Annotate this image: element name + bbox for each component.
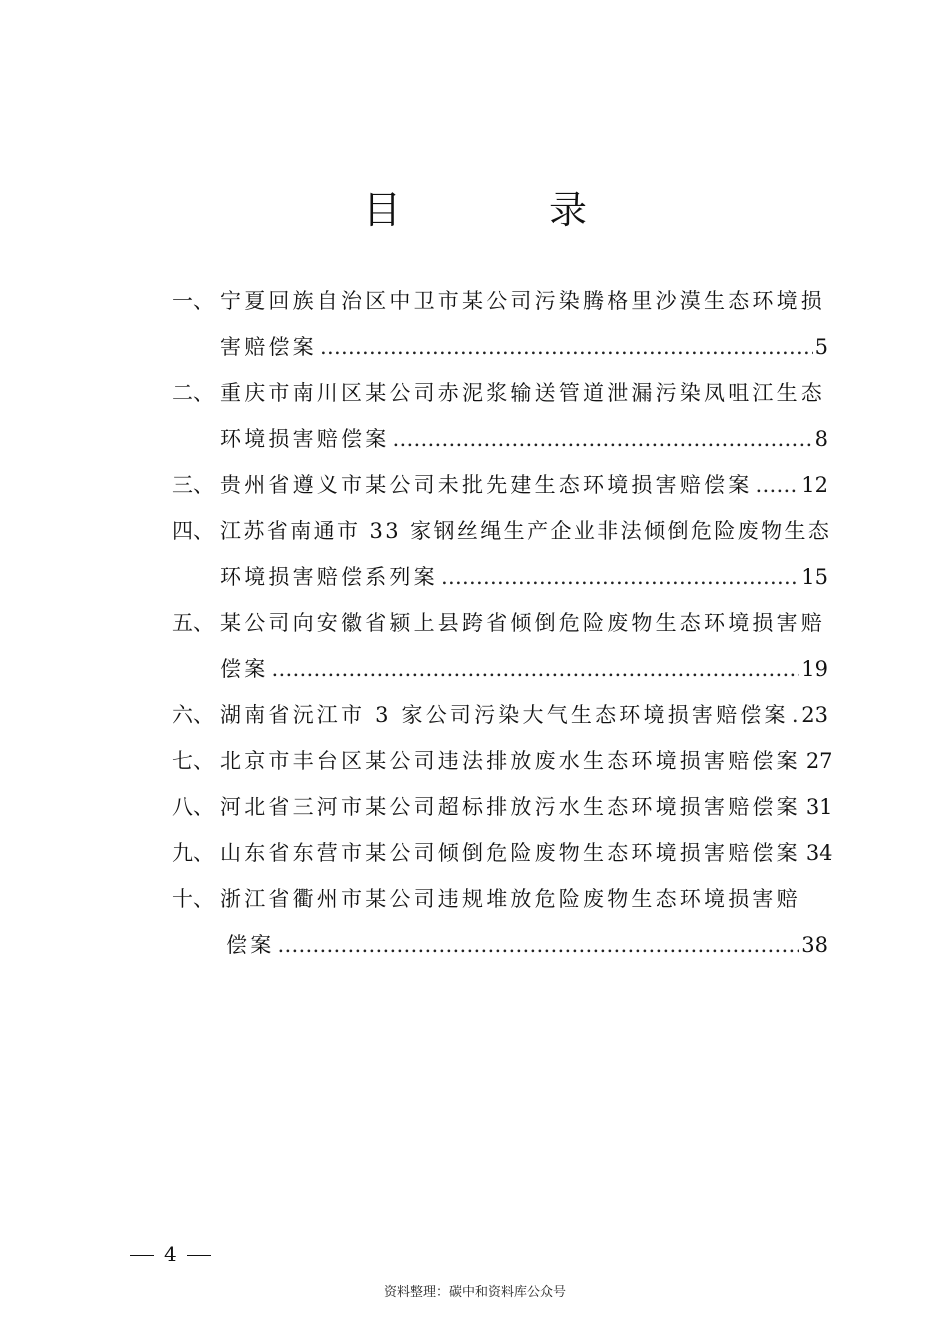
toc-entry-line xyxy=(172,876,828,922)
toc-entry-title: 河北省三河市某公司超标排放污水生态环境损害赔偿案 xyxy=(220,795,801,819)
toc-entry-line xyxy=(172,830,833,876)
dot-leader xyxy=(320,324,813,370)
toc-entry[interactable] xyxy=(172,508,832,600)
toc-entry-page: 31 xyxy=(805,795,833,819)
toc-entry-line xyxy=(172,784,833,830)
toc-entry-title-continued: 偿案 xyxy=(226,933,275,957)
toc-entry-page: 15 xyxy=(801,565,828,589)
toc-entry-page: 5 xyxy=(814,335,828,359)
dot-leader xyxy=(792,692,800,738)
toc-entry-title: 贵州省遵义市某公司未批先建生态环境损害赔偿案 xyxy=(220,473,753,497)
toc-entry-line xyxy=(172,324,828,370)
toc-entry-number: 二、 xyxy=(172,381,214,405)
page-title: 目 录 xyxy=(362,188,656,232)
toc-entry-page: 23 xyxy=(801,703,828,727)
toc-entry-title-continued: 害赔偿案 xyxy=(220,335,317,359)
toc-entry-number: 六、 xyxy=(172,703,214,727)
dot-leader xyxy=(277,922,799,968)
toc-entry-title: 重庆市南川区某公司赤泥浆输送管道泄漏污染凤咀江生态 xyxy=(220,381,825,405)
toc-entry-line xyxy=(172,646,828,692)
toc-entry-page: 27 xyxy=(805,749,833,773)
toc-entry[interactable] xyxy=(172,830,833,876)
toc-entry[interactable] xyxy=(172,278,828,370)
toc-entry[interactable] xyxy=(172,370,828,462)
toc-entry-line xyxy=(172,600,828,646)
toc-entry-page: 38 xyxy=(801,933,828,957)
toc-entry-title: 宁夏回族自治区中卫市某公司污染腾格里沙漠生态环境损 xyxy=(220,289,825,313)
toc-entry-number: 四、 xyxy=(172,519,214,543)
toc-entry-title: 山东省东营市某公司倾倒危险废物生态环境损害赔偿案 xyxy=(220,841,801,865)
toc-entry-line xyxy=(172,370,828,416)
toc-entry-line xyxy=(172,554,828,600)
toc-entry-title: 某公司向安徽省颍上县跨省倾倒危险废物生态环境损害赔 xyxy=(220,611,825,635)
dot-leader xyxy=(271,646,799,692)
dot-leader xyxy=(755,462,799,508)
footer-dash-right xyxy=(187,1255,211,1256)
toc-entry[interactable] xyxy=(172,600,828,692)
page-number: 4 xyxy=(164,1242,177,1266)
toc-entry-title-continued: 环境损害赔偿系列案 xyxy=(220,565,438,589)
toc-entry-number: 八、 xyxy=(172,795,214,819)
toc-entry-number: 三、 xyxy=(172,473,214,497)
toc-entry-line xyxy=(172,692,828,738)
toc-entry[interactable] xyxy=(172,738,833,784)
page-number-footer xyxy=(120,1242,221,1266)
table-of-contents xyxy=(172,278,833,968)
toc-entry-number: 五、 xyxy=(172,611,214,635)
toc-entry-number: 十、 xyxy=(172,887,214,911)
toc-entry-line xyxy=(172,738,833,784)
toc-entry-title-continued: 偿案 xyxy=(220,657,269,681)
footer-dash-left xyxy=(130,1255,154,1256)
toc-entry-page: 34 xyxy=(805,841,833,865)
dot-leader xyxy=(441,554,799,600)
toc-entry-title: 湖南省沅江市 3 家公司污染大气生态环境损害赔偿案 xyxy=(220,703,789,727)
toc-entry-line xyxy=(172,462,828,508)
toc-entry-title: 北京市丰台区某公司违法排放废水生态环境损害赔偿案 xyxy=(220,749,801,773)
toc-entry-line xyxy=(172,416,828,462)
toc-entry-page: 19 xyxy=(801,657,828,681)
toc-entry-title: 浙江省衢州市某公司违规堆放危险废物生态环境损害赔 xyxy=(220,887,801,911)
toc-entry[interactable] xyxy=(172,462,828,508)
toc-entry-line xyxy=(172,278,828,324)
toc-entry-line xyxy=(172,508,832,554)
toc-entry-title: 江苏省南通市 33 家钢丝绳生产企业非法倾倒危险废物生态 xyxy=(220,519,832,543)
toc-entry-number: 一、 xyxy=(172,289,214,313)
source-credit: 资料整理：碳中和资料库公众号 xyxy=(383,1285,566,1300)
toc-entry-number: 七、 xyxy=(172,749,214,773)
toc-entry[interactable] xyxy=(172,784,833,830)
toc-entry-title-continued: 环境损害赔偿案 xyxy=(220,427,390,451)
dot-leader xyxy=(392,416,812,462)
toc-entry-number: 九、 xyxy=(172,841,214,865)
toc-entry[interactable] xyxy=(172,692,828,738)
toc-entry-page: 12 xyxy=(801,473,828,497)
toc-entry-line xyxy=(172,922,828,968)
toc-entry-page: 8 xyxy=(814,427,828,451)
toc-entry[interactable] xyxy=(172,876,828,968)
